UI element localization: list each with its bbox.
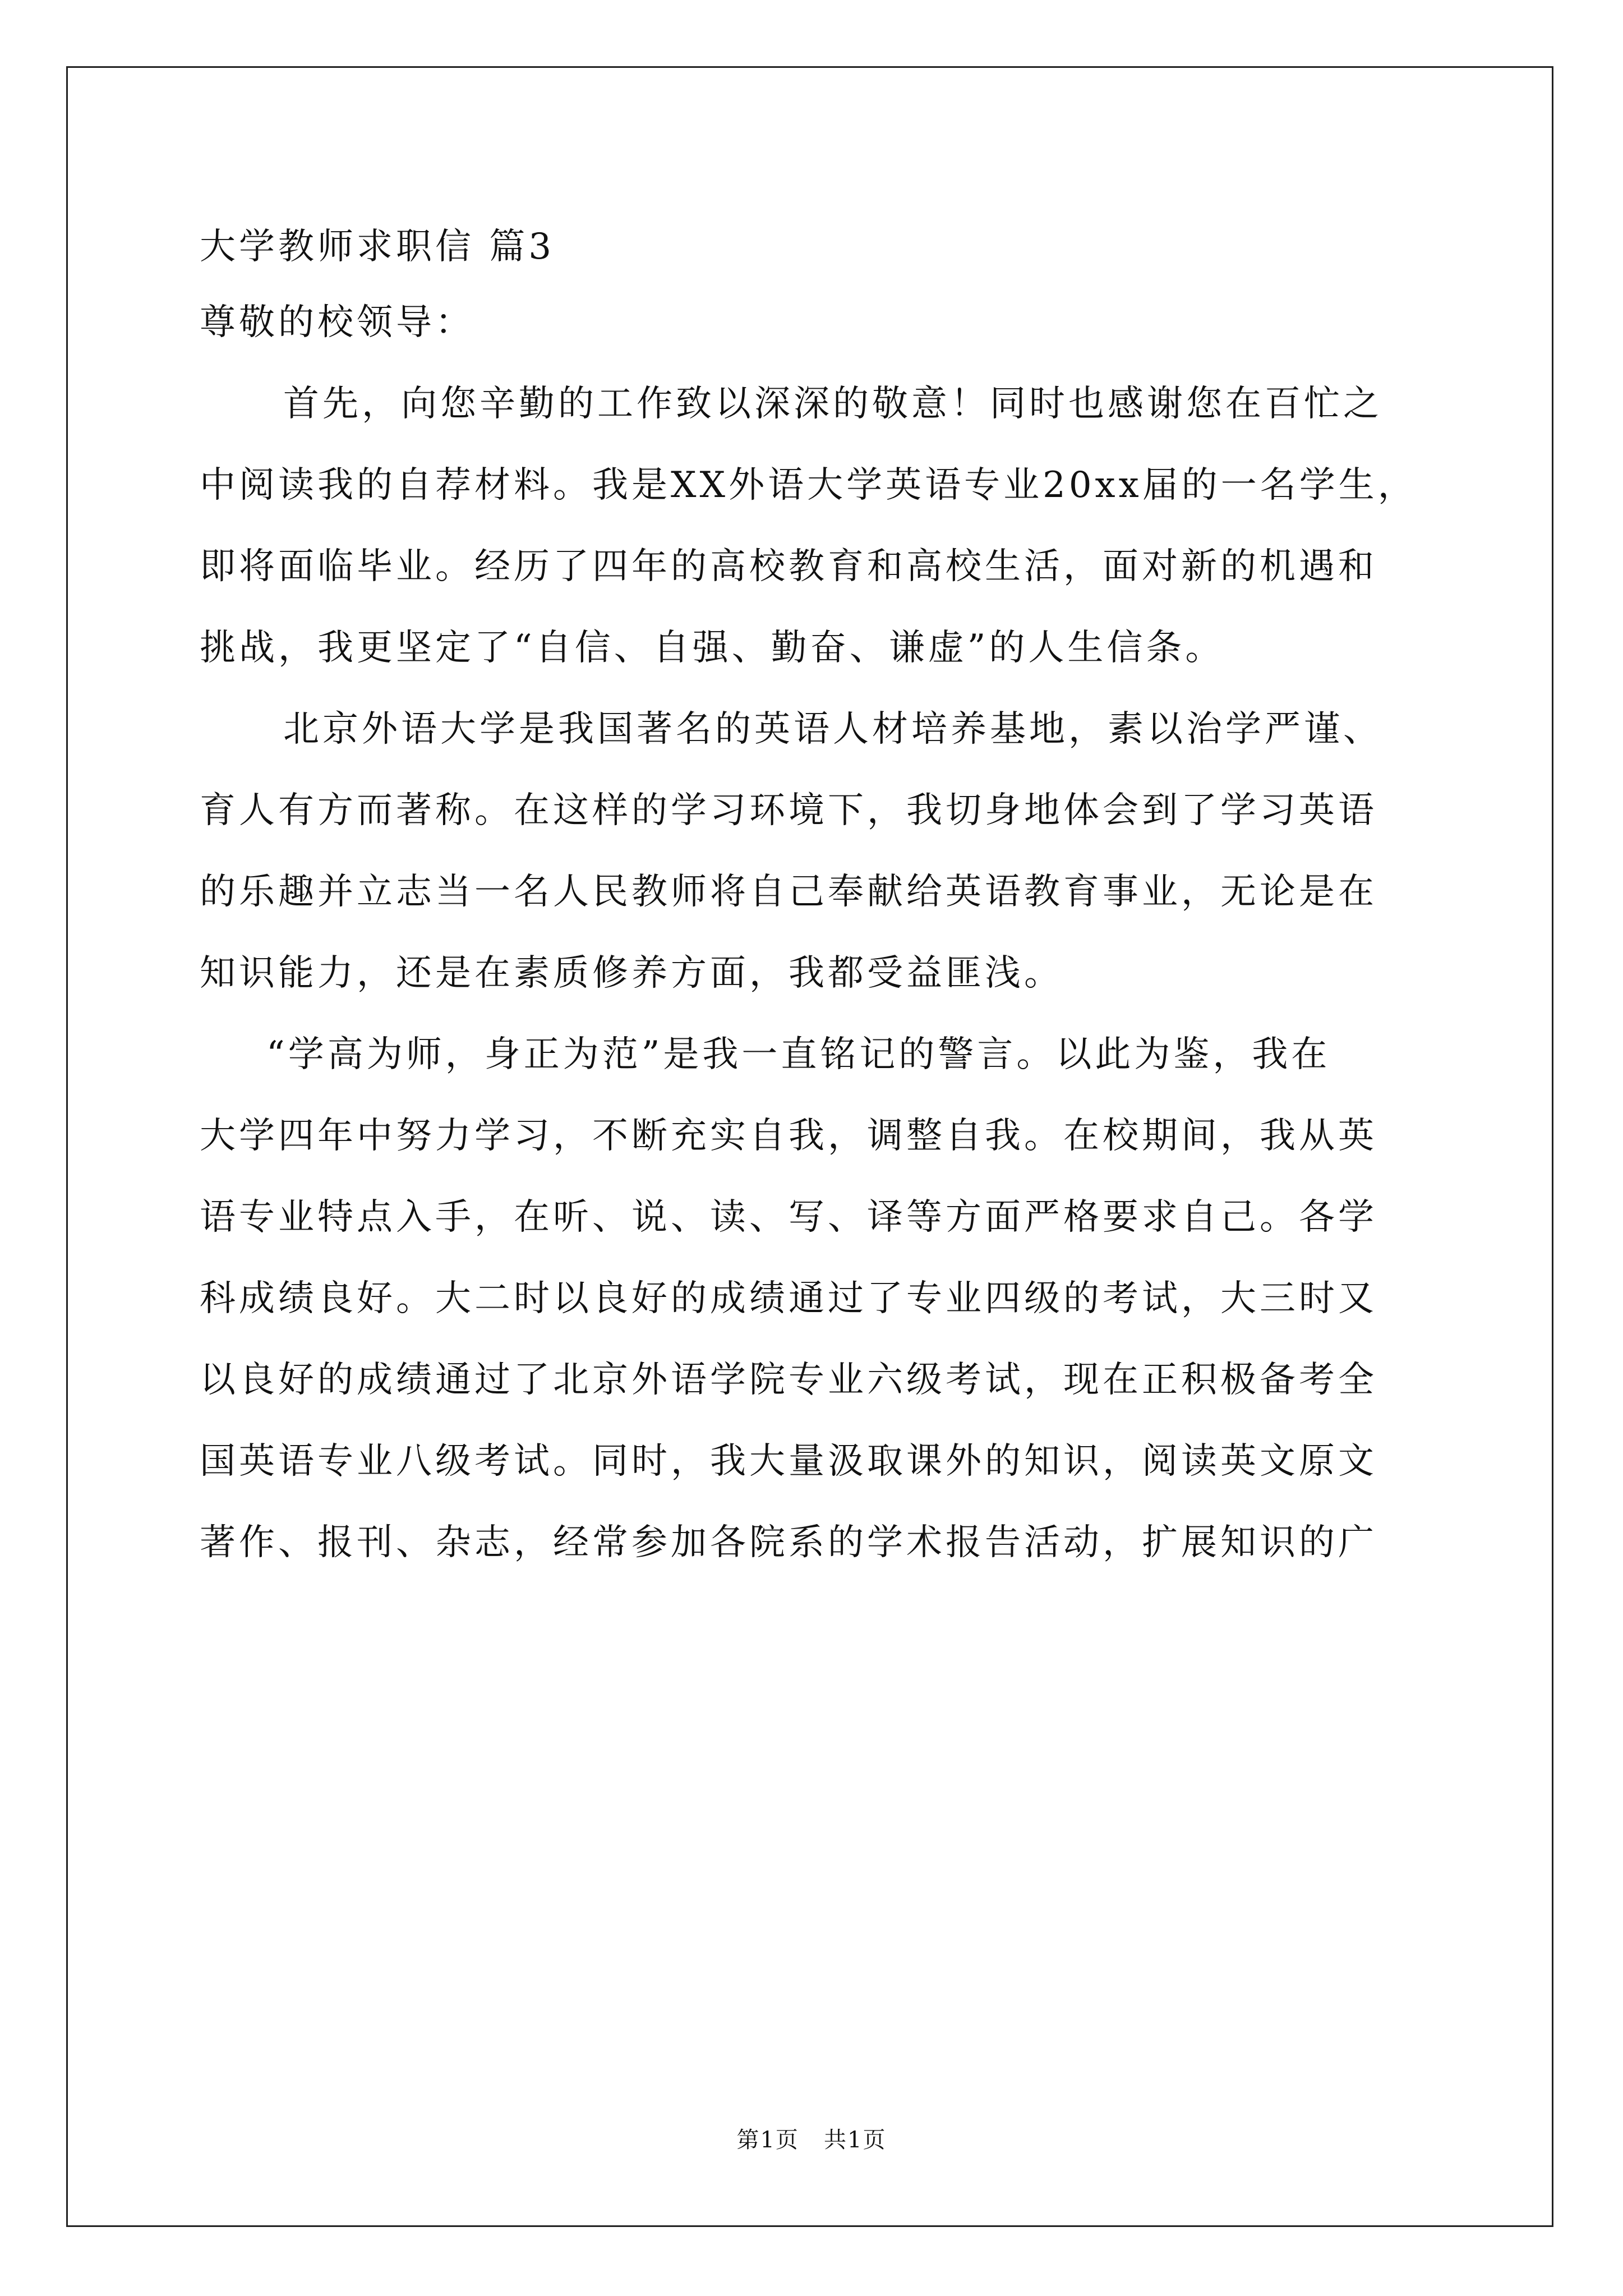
body-line: 大学四年中努力学习，不断充实自我，调整自我。在校期间，我从英 — [200, 1115, 1377, 1157]
body-line: 中阅读我的自荐材料。我是XX外语大学英语专业20xx届的一名学生， — [200, 464, 1417, 506]
salutation: 尊敬的校领导： — [200, 302, 474, 343]
body-line: 首先，向您辛勤的工作致以深深的敬意！同时也感谢您在百忙之 — [283, 383, 1382, 425]
body-line: 北京外语大学是我国著名的英语人材培养基地，素以治学严谨、 — [283, 708, 1382, 750]
body-line: 以良好的成绩通过了北京外语学院专业六级考试，现在正积极备考全 — [200, 1359, 1377, 1401]
body-line: 即将面临毕业。经历了四年的高校教育和高校生活，面对新的机遇和 — [200, 546, 1377, 587]
body-line: 著作、报刊、杂志，经常参加各院系的学术报告活动，扩展知识的广 — [200, 1522, 1377, 1563]
body-line: 科成绩良好。大二时以良好的成绩通过了专业四级的考试，大三时又 — [200, 1278, 1377, 1319]
body-line: “学高为师，身正为范”是我一直铭记的警言。以此为鉴，我在 — [266, 1034, 1331, 1075]
body-line: 的乐趣并立志当一名人民教师将自己奉献给英语教育事业，无论是在 — [200, 871, 1377, 913]
body-line: 挑战，我更坚定了“自信、自强、勤奋、谦虚”的人生信条。 — [200, 627, 1225, 669]
body-line: 知识能力，还是在素质修养方面，我都受益匪浅。 — [200, 953, 1063, 994]
document-title: 大学教师求职信 篇3 — [200, 226, 555, 268]
body-line: 育人有方而著称。在这样的学习环境下，我切身地体会到了学习英语 — [200, 790, 1377, 831]
body-line: 语专业特点入手，在听、说、读、写、译等方面严格要求自己。各学 — [200, 1197, 1377, 1238]
body-line: 国英语专业八级考试。同时，我大量汲取课外的知识，阅读英文原文 — [200, 1441, 1377, 1482]
page-footer: 第1页 共1页 — [736, 2127, 887, 2153]
